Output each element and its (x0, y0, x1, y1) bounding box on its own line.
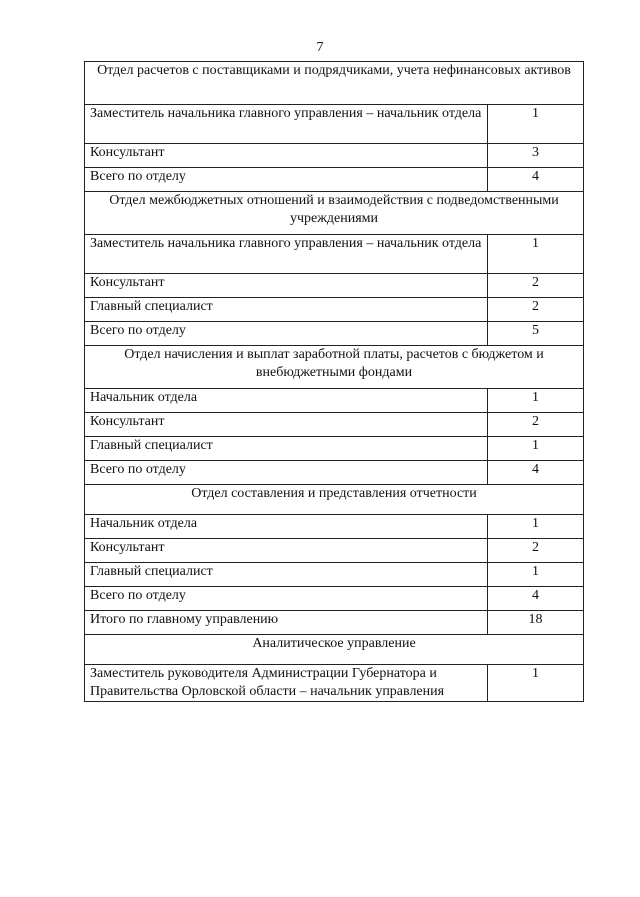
position-name: Всего по отделу (85, 461, 488, 485)
position-count: 1 (488, 515, 584, 539)
table-row (85, 587, 584, 611)
position-count: 1 (488, 105, 584, 144)
table-row (85, 515, 584, 539)
position-count: 1 (488, 665, 584, 702)
position-count: 2 (488, 298, 584, 322)
page-number: 7 (316, 40, 324, 55)
table-row (85, 563, 584, 587)
section-header-row (85, 485, 584, 515)
table-row (85, 235, 584, 274)
position-count: 4 (488, 168, 584, 192)
staffing-table (84, 61, 584, 702)
section-title: Аналитическое управление (85, 635, 584, 665)
table-row (85, 105, 584, 144)
table-row (85, 168, 584, 192)
section-title: Отдел начисления и выплат заработной платы, расчетов с бюджетом и внебюджетными фондами (85, 346, 584, 389)
table-row (85, 389, 584, 413)
position-name: Начальник отдела (85, 389, 488, 413)
position-count: 1 (488, 389, 584, 413)
section-header-row (85, 635, 584, 665)
position-count: 2 (488, 413, 584, 437)
position-name: Всего по отделу (85, 587, 488, 611)
position-name: Всего по отделу (85, 168, 488, 192)
position-name: Главный специалист (85, 563, 488, 587)
position-name: Консультант (85, 274, 488, 298)
position-count: 5 (488, 322, 584, 346)
position-name: Всего по отделу (85, 322, 488, 346)
section-title: Отдел межбюджетных отношений и взаимодействия с подведомственными учреждениями (85, 192, 584, 235)
table-row (85, 437, 584, 461)
position-count: 1 (488, 563, 584, 587)
table-row (85, 322, 584, 346)
table-row (85, 539, 584, 563)
position-name: Начальник отдела (85, 515, 488, 539)
position-name: Консультант (85, 539, 488, 563)
table-row (85, 298, 584, 322)
position-name: Заместитель руководителя Администрации Губернатора и Правительства Орловской области – начальник управления (85, 665, 488, 702)
table-row (85, 665, 584, 702)
position-count: 2 (488, 274, 584, 298)
position-name: Главный специалист (85, 298, 488, 322)
table-row (85, 413, 584, 437)
section-header-row (85, 62, 584, 105)
position-count: 1 (488, 437, 584, 461)
section-header-row (85, 346, 584, 389)
position-count: 4 (488, 461, 584, 485)
section-title: Отдел составления и представления отчетности (85, 485, 584, 515)
position-name: Заместитель начальника главного управления – начальник отдела (85, 105, 488, 144)
position-name: Главный специалист (85, 437, 488, 461)
section-header-row (85, 192, 584, 235)
table-row (85, 274, 584, 298)
position-name: Консультант (85, 144, 488, 168)
position-count: 1 (488, 235, 584, 274)
position-count: 18 (488, 611, 584, 635)
table-row (85, 144, 584, 168)
table-row (85, 461, 584, 485)
position-count: 2 (488, 539, 584, 563)
position-count: 3 (488, 144, 584, 168)
position-name: Консультант (85, 413, 488, 437)
position-count: 4 (488, 587, 584, 611)
position-name: Заместитель начальника главного управления – начальник отдела (85, 235, 488, 274)
section-title: Отдел расчетов с поставщиками и подрядчиками, учета нефинансовых активов (85, 62, 584, 105)
table-row (85, 611, 584, 635)
position-name: Итого по главному управлению (85, 611, 488, 635)
